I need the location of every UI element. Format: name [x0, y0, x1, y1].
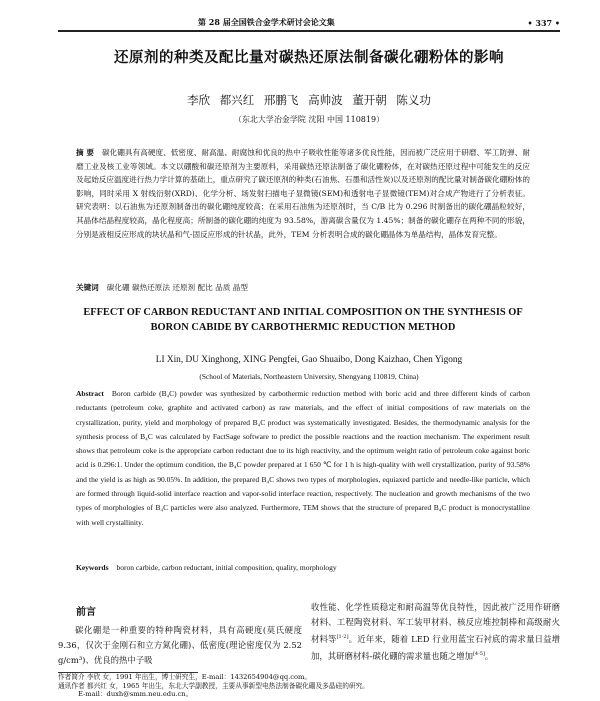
authors-chinese: 李欣 都兴红 邢鹏飞 高帅波 董开朝 陈义功	[187, 93, 431, 107]
citation-4-5: [4-5]	[472, 650, 485, 657]
title-chinese: 还原剂的种类及配比量对碳热还原法制备碳化硼粉体的影响	[114, 49, 504, 66]
intro-right-text-c: 。	[484, 650, 494, 661]
keywords-english-label: Keywords	[76, 563, 109, 572]
footnote-email: E-mail：duxh@smm.neu.edu.cn。	[78, 690, 193, 699]
keywords-chinese	[76, 282, 530, 294]
citation-1-2: [1-2]	[336, 634, 349, 640]
title-english: EFFECT OF CARBON REDUCTANT AND INITIAL COMPOSITION ON THE SYNTHESIS OF BORON CABIDE BY CARBOTHERMIC REDUCTION METHOD	[83, 307, 523, 333]
intro-left-column: 碳化硼是一种重要的特种陶瓷材料，具有高硬度(莫氏硬度 9.36，仅次于金刚石和立方氮化硼)、低密度(理论密度仅为 2.52 g/cm³)、优良的热中子吸	[58, 625, 302, 665]
page-number: • 337 •	[527, 18, 560, 28]
footnote	[58, 673, 560, 699]
keywords-english	[76, 563, 530, 572]
intro-right-column	[311, 600, 560, 664]
authors-english: LI Xin, DU Xinghong, XING Pengfei, Gao Shuaibo, Dong Kaizhao, Chen Yigong	[155, 355, 463, 365]
keywords-english-text: boron carbide, carbon reductant, initial composition, quality, morphology	[116, 563, 337, 572]
abstract-english	[76, 387, 530, 530]
footnote-corresponding: 通讯作者 都兴红 女，1965 年出生，东北大学副教授，主要从事新型电热法制备碳化硼及多晶硅的研究。	[58, 681, 369, 690]
affiliation-chinese: （东北大学冶金学院 沈阳 中国 110819）	[233, 115, 385, 124]
section-title-introduction: 前言	[76, 607, 96, 618]
abstract-chinese-label: 摘 要	[76, 148, 94, 157]
footnote-author: 作者简介 李欣 女，1991 年出生，博士研究生，E-mail：1432654904@qq.com。	[58, 673, 312, 681]
abstract-chinese	[76, 146, 530, 241]
conference-name: 第 28 届全国铁合金学术研讨会论文集	[198, 17, 335, 27]
intro-right-text-b: 。近年来，随着 LED 行业用蓝宝石衬底的需求量日益增加，其研磨材料-碳化硼的需求量也随之增加	[311, 633, 561, 661]
keywords-chinese-text: 碳化硼 碳热还原法 还原剂 配比 品质 晶型	[106, 283, 248, 292]
intro-right-text-a: 收性能、化学性质稳定和耐高温等优良特性，因此被广泛用作研磨材料、工程陶瓷材料、军工装甲材料、核反应堆控制棒和高级耐火材料等	[311, 602, 560, 644]
abstract-english-label: Abstract	[76, 389, 104, 398]
affiliation-english: (School of Materials, Northeastern University, Shengyang 110819, China)	[199, 372, 419, 381]
keywords-chinese-label: 关键词	[76, 283, 99, 292]
abstract-chinese-text: 碳化硼具有高硬度、低密度、耐高温、耐腐蚀和优良的热中子吸收性能等诸多优良性能，因而被广泛应用于研磨、军工防弹、耐磨工业及核工业等领域。本文以硼酸和碳还原剂为主要原料，采用碳热还原法制备了碳化硼粉体，在对碳热还原过程中可能发生的反应及起始反应温度进行热力学计算的基础上，重点研究了碳还原剂的种类(石油焦、石墨和活性炭)以及还原剂的配比量对制备碳化硼粉体的影响，同时采用 X 射线衍射(XRD)、化学分析、场发射扫描电子显微镜(SEM)和透射电子显微镜(TEM)对合成产物进行了分析表征。研究表明：以石油焦为还原剂制备出的碳化硼纯度较高；在采用石油焦为还原剂时，当 C/B 比为 0.296 时制备出的碳化硼晶粒较好，其晶体结晶程度较高，晶化程度高；所制备的碳化硼的纯度为 93.58%，游离碳含量仅为 1.45%；制备的碳化硼存在两种不同的形貌，分别是液相反应形成的块状晶和气-固反应形成的针状晶，此外，TEM 分析表明合成的碳化硼晶体为单晶结构，晶体发育完整。	[76, 148, 530, 239]
running-header	[58, 12, 560, 32]
abstract-english-text: Boron carbide (B₄C) powder was synthesized by carbothermic reduction method with boric acid and three different kinds of carbon reductants (petroleum coke, graphite and activated carbon) as raw materials, and the effect of initial compositions of raw materials on the crystallization, purity, yield and morphology of prepared B₄C product was systematically investigated. Besides, the thermodynamic analysis for the synthesis process of B₄C was calculated by FactSage software to predict the possible reactions and the reaction mechanism. The experiment result shows that petroleum coke is the appropriate carbon reductant due to its high reactivity, and the optimum weight ratio of petroleum coke against boric acid is 0.296:1. Under the optimum condition, the B₄C powder prepared at 1 650 ℃ for 1 h is high-quality with well crystallization, purity of 93.58% and the yield is as high as 90.05%. In addition, the prepared B₄C shows two types of morphologies, equiaxed particle and needle-like particle, which are formed through liquid-solid interface reaction and vapor-solid interface reaction, respectively. The nucleation and growth mechanisms of the two types of morphologies of B₄C particles were also analyzed. Furthermore, TEM shows that the structure of prepared B₄C product is monocrystalline with well crystallinity.	[76, 389, 530, 527]
